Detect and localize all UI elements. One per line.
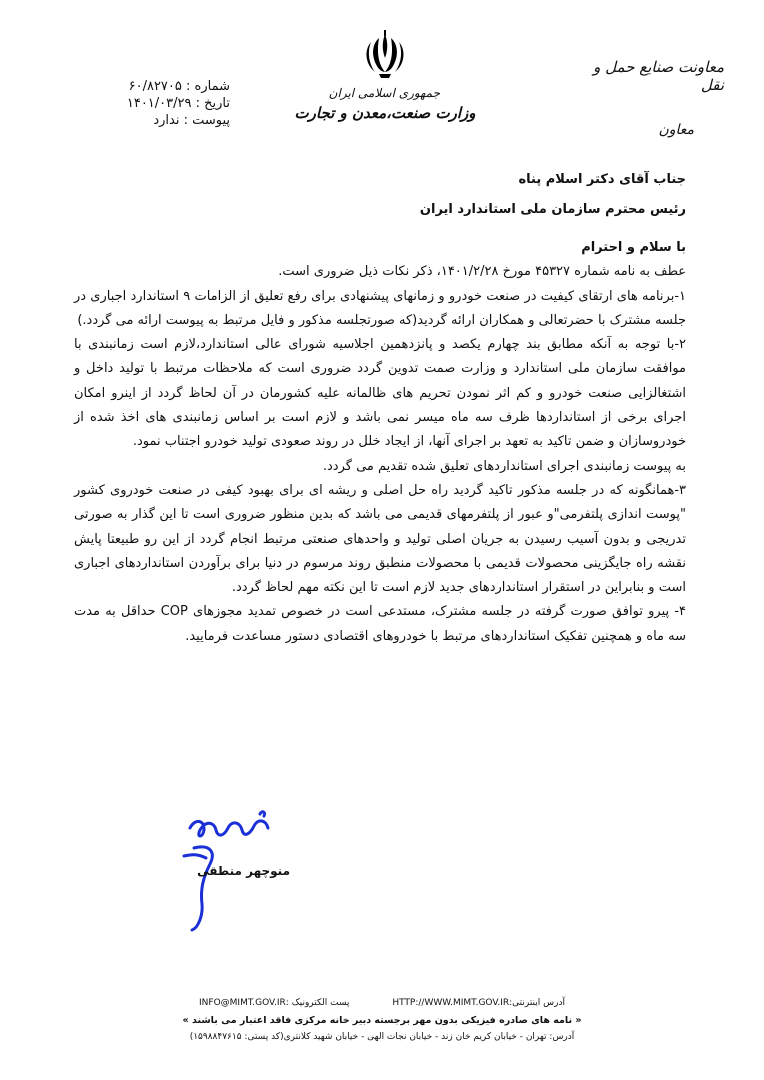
footer-contact	[180, 995, 584, 1012]
footer-website: آدرس اینترنتی:HTTP://WWW.MIMT.GOV.IR	[392, 998, 565, 1008]
letter-date: تاریخ : ۱۴۰۱/۰۳/۲۹	[126, 96, 230, 111]
letter-attachment: پیوست : ندارد	[153, 113, 230, 128]
intro-paragraph: عطف به نامه شماره ۴۵۳۲۷ مورخ ۱۴۰۱/۲/۲۸، ذکر نکات ذیل ضروری است.	[278, 264, 686, 280]
greeting: با سلام و احترام	[581, 240, 686, 255]
footer-notice: « نامه های صادره فیزیکی بدون مهر برجسته دبیر خانه مرکزی فاقد اعتبار می باشند »	[182, 1015, 582, 1026]
deputy-title: معاون	[658, 122, 694, 138]
department-header	[584, 58, 724, 138]
paragraph-3: ۳-همانگونه که در جلسه مذکور تاکید گردید راه حل اصلی و ریشه ای برای بهبود کیفی در صنعت خودروی کشور "پوست اندازی پلتفرمی"و عبور از پلتفرمهای قدیمی می باشد که بدین منظور ضروری است تا این گذار به صورتی تدریجی و بدون آسیب رسیدن به جریان اصلی تولید و واحدهای صنعتی مرتبط انجام گردد از این رو طبیعتا پایش نقشه راه جایگزینی محصولات قدیمی با محصولات منطبق روند مرسوم در دنیا برای برآوردن استانداردهای اجباری است و بنابراین در استقرار استانداردهای جدید لازم است تا این نکته مهم لحاظ گردد.	[74, 482, 686, 596]
paragraph-4: ۴- پیرو توافق صورت گرفته در جلسه مشترک، مستدعی است در خصوص تمدید مجوزهای COP حداقل به مدت سه ماه و همچنین تفکیک استانداردهای مرتبط با خودروهای اقتصادی دستور مساعدت فرمایید.	[74, 604, 686, 644]
addressee-name: جناب آقای دکتر اسلام پناه	[518, 172, 686, 187]
letter-meta	[80, 78, 230, 129]
signer-name: منوچهر منطقی	[197, 864, 290, 878]
republic-name: جمهوری اسلامی ایران	[328, 86, 440, 100]
footer	[180, 995, 584, 1046]
ministry-name: وزارت صنعت،معدن و تجارت	[294, 104, 476, 122]
footer-address: آدرس: تهران - خیابان کریم خان زند - خیابان نجات الهی - خیابان شهید کلانتری(کد پستی: ۱۵۹۸۸۴۷۶۱۵)	[189, 1032, 575, 1042]
addressee-title: رئیس محترم سازمان ملی استاندارد ایران	[419, 202, 686, 217]
iran-emblem-icon	[355, 28, 415, 84]
department-name: معاونت صنایع حمل و نقل	[593, 58, 724, 94]
letterhead	[290, 28, 480, 122]
addressee-block	[266, 165, 686, 225]
paragraph-2-note: به پیوست زمانبندی اجرای استانداردهای تعلیق شده تقدیم می گردد.	[322, 458, 686, 474]
footer-email: پست الکترونیک :INFO@MIMT.GOV.IR	[199, 998, 350, 1008]
paragraph-1: ۱-برنامه های ارتقای کیفیت در صنعت خودرو و زمانهای پیشنهادی برای رفع تعلیق از الزامات ۹ استاندارد اجباری در جلسه مشترک با حضرتعالی و همکاران ارائه گردید(که صورتجلسه مذکور و فایل مرتبط به پیوست ارائه می گردد.)	[74, 288, 686, 328]
letter-body	[74, 236, 686, 649]
paragraph-2: ۲-با توجه به آنکه مطابق بند چهارم یکصد و پانزدهمین اجلاسیه شورای عالی استاندارد،لازم است زمانبندی با موافقت سازمان ملی استاندارد و وزارت صمت تدوین گردد ضروری است که ملاحظات مرتبط با تولید داخل و اشتغالزایی صنعت خودرو و کم اثر نمودن تحریم های ظالمانه علیه کشورمان در آن لحاظ گردد از اینرو امکان اجرای برخی از استانداردها ظرف سه ماه میسر نمی باشد و لازم است بر اساس زمانبندی های اخذ شده از خودروسازان و ضمن تاکید به تعهد بر اجرای آنها، از ایجاد خلل در روند صعودی تولید خودرو اجتناب نمود.	[74, 337, 686, 450]
letter-number: شماره : ۶۰/۸۲۷۰۵	[128, 79, 230, 94]
